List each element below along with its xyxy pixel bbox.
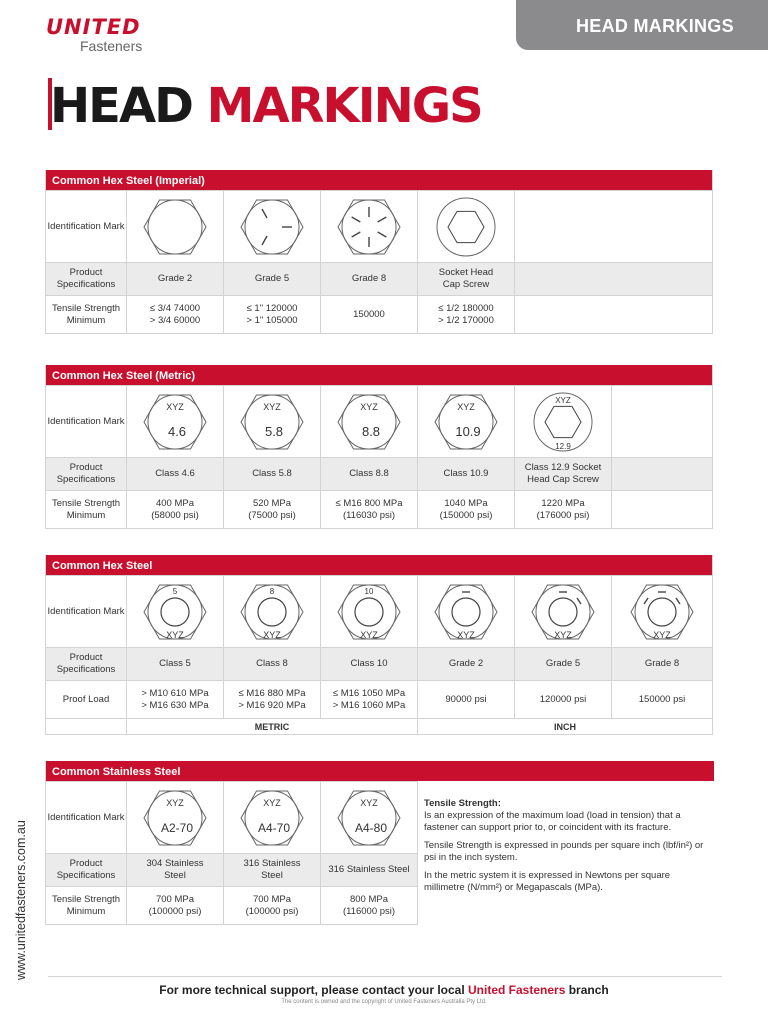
copyright-text: The content is owned and the copyright of United Fasteners Australia Pty Ltd. [281, 999, 487, 1005]
mark-bottom-text: XYZ [457, 629, 475, 640]
tensile-cell: 700 MPa (100000 psi) [223, 887, 320, 924]
row-label: Tensile Strength Minimum [51, 497, 121, 521]
section-title: Common Hex Steel [46, 555, 712, 575]
section-imperial [45, 170, 713, 334]
system-inch-label: INCH [417, 719, 712, 734]
mark-top-text: XYZ [263, 401, 281, 412]
note-paragraph: Is an expression of the maximum load (load in tension) that a fastener can support prior to, or coincident with its fracture. [424, 810, 681, 833]
row-label: Product Specifications [56, 462, 116, 485]
tensile-cell: 1220 MPa (176000 psi) [514, 491, 611, 528]
tensile-cell: ≤ M16 800 MPa (116030 psi) [320, 491, 417, 528]
proof-cell: > M10 610 MPa > M16 630 MPa [126, 681, 223, 718]
footer-post: branch [565, 983, 609, 997]
tensile-cell: 800 MPa (116000 psi) [320, 887, 417, 924]
mark-grade-8 [611, 576, 712, 647]
mark-class-10-9 [417, 386, 514, 457]
spec-cell: Class 8.8 [320, 458, 417, 490]
note-heading: Tensile Strength: [424, 798, 501, 809]
mark-bottom-text: XYZ [653, 629, 671, 640]
row-label: Identification Mark [47, 605, 125, 617]
spec-cell: Socket Head Cap Screw [417, 263, 514, 295]
row-label: Identification Mark [47, 220, 125, 232]
row-label: Product Specifications [56, 267, 116, 290]
tensile-cell: 520 MPa (75000 psi) [223, 491, 320, 528]
spec-cell: Class 5 [126, 648, 223, 680]
brand-logo [46, 16, 186, 56]
mark-top-text: XYZ [360, 401, 378, 412]
tensile-strength-note [424, 798, 706, 900]
spec-cell: Grade 5 [223, 263, 320, 295]
note-paragraph: Tensile Strength is expressed in pounds per square inch (lbf/in²) or psi in the inch system. [424, 840, 704, 863]
mark-number: 12.9 [555, 441, 571, 451]
section-hex [45, 555, 713, 735]
spec-cell: Class 12.9 Socket Head Cap Screw [514, 458, 611, 490]
mark-number: A4-80 [354, 820, 388, 835]
mark-a2-70 [126, 782, 223, 853]
proof-cell: ≤ M16 880 MPa > M16 920 MPa [223, 681, 320, 718]
website-link[interactable]: www.unitedfasteners.com.au [14, 820, 28, 980]
spec-cell: Class 4.6 [126, 458, 223, 490]
footer-pre: For more technical support, please contact your local [159, 983, 469, 997]
proof-cell: 150000 psi [611, 681, 712, 718]
mark-bottom-text: XYZ [263, 629, 281, 640]
mark-number: A4-70 [257, 820, 291, 835]
tensile-cell: ≤ 1" 120000 > 1" 105000 [223, 296, 320, 333]
spec-cell: Class 5.8 [223, 458, 320, 490]
mark-top-text: XYZ [360, 797, 378, 808]
section-title: Common Stainless Steel [46, 761, 714, 781]
tensile-cell: 150000 [320, 296, 417, 333]
mark-number: 5 [172, 586, 178, 596]
spec-cell: Grade 8 [320, 263, 417, 295]
mark-top-text: XYZ [166, 797, 184, 808]
mark-class-4-6 [126, 386, 223, 457]
spec-cell: 316 Stainless Steel [320, 854, 417, 886]
spec-cell: Grade 2 [126, 263, 223, 295]
spec-cell: Grade 5 [514, 648, 611, 680]
mark-number: 4.6 [167, 423, 187, 439]
mark-class-10 [320, 576, 417, 647]
row-label: Tensile Strength Minimum [51, 302, 121, 326]
mark-number: 10.9 [455, 423, 481, 439]
spec-cell: Grade 2 [417, 648, 514, 680]
tensile-cell: 400 MPa (58000 psi) [126, 491, 223, 528]
mark-bottom-text: XYZ [166, 629, 184, 640]
side-url [10, 810, 30, 980]
title-part-head: HEAD [50, 78, 207, 134]
section-metric [45, 365, 713, 529]
page-title [48, 80, 482, 132]
spec-cell: Class 10 [320, 648, 417, 680]
mark-grade2 [126, 191, 223, 262]
mark-a4-70 [223, 782, 320, 853]
proof-cell: ≤ M16 1050 MPa > M16 1060 MPa [320, 681, 417, 718]
mark-number: A2-70 [160, 820, 194, 835]
row-label: Identification Mark [47, 811, 125, 823]
tensile-cell: ≤ 3/4 74000 > 3/4 60000 [126, 296, 223, 333]
mark-number: 8 [269, 586, 275, 596]
system-metric-label: METRIC [126, 719, 417, 734]
footer-brand: United Fasteners [468, 983, 566, 997]
mark-class-8 [223, 576, 320, 647]
row-label: Product Specifications [56, 858, 116, 881]
header-tab: HEAD MARKINGS [516, 0, 768, 50]
mark-a4-80 [320, 782, 417, 853]
footer-divider [48, 976, 722, 977]
mark-class-12-9 [514, 386, 611, 457]
mark-top-text: XYZ [166, 401, 184, 412]
section-stainless [45, 761, 417, 925]
mark-top-text: XYZ [457, 401, 475, 412]
row-label: Proof Load [62, 693, 110, 705]
section-title: Common Hex Steel (Metric) [46, 365, 712, 385]
spec-cell: Class 10.9 [417, 458, 514, 490]
proof-cell: 90000 psi [417, 681, 514, 718]
mark-bottom-text: XYZ [554, 629, 572, 640]
mark-grade-2 [417, 576, 514, 647]
mark-class-8-8 [320, 386, 417, 457]
mark-grade5 [223, 191, 320, 262]
logo-subtitle: Fasteners [80, 38, 143, 54]
mark-bottom-text: XYZ [360, 629, 378, 640]
mark-top-text: XYZ [555, 395, 571, 405]
spec-cell: 304 Stainless Steel [126, 854, 223, 886]
tensile-cell: ≤ 1/2 180000 > 1/2 170000 [417, 296, 514, 333]
tensile-cell: 1040 MPa (150000 psi) [417, 491, 514, 528]
mark-number: 5.8 [264, 423, 284, 439]
spec-cell: 316 Stainless Steel [223, 854, 320, 886]
mark-number: 10 [364, 586, 374, 596]
spec-cell: Class 8 [223, 648, 320, 680]
row-label: Tensile Strength Minimum [51, 893, 121, 917]
mark-top-text: XYZ [263, 797, 281, 808]
row-label: Product Specifications [56, 652, 116, 675]
mark-class-5-8 [223, 386, 320, 457]
row-label: Identification Mark [47, 415, 125, 427]
proof-cell: 120000 psi [514, 681, 611, 718]
tensile-cell: 700 MPa (100000 psi) [126, 887, 223, 924]
title-part-markings: MARKINGS [206, 78, 482, 134]
mark-number: 8.8 [361, 423, 381, 439]
note-paragraph: In the metric system it is expressed in Newtons per square millimetre (N/mm²) or Megapascals (MPa). [424, 870, 671, 893]
footer-support-text [0, 983, 768, 997]
mark-grade8 [320, 191, 417, 262]
mark-class-5 [126, 576, 223, 647]
section-title: Common Hex Steel (Imperial) [46, 170, 712, 190]
spec-cell: Grade 8 [611, 648, 712, 680]
mark-grade-5 [514, 576, 611, 647]
mark-socket-head [417, 191, 514, 262]
logo-wordmark: UNITED [46, 15, 141, 39]
